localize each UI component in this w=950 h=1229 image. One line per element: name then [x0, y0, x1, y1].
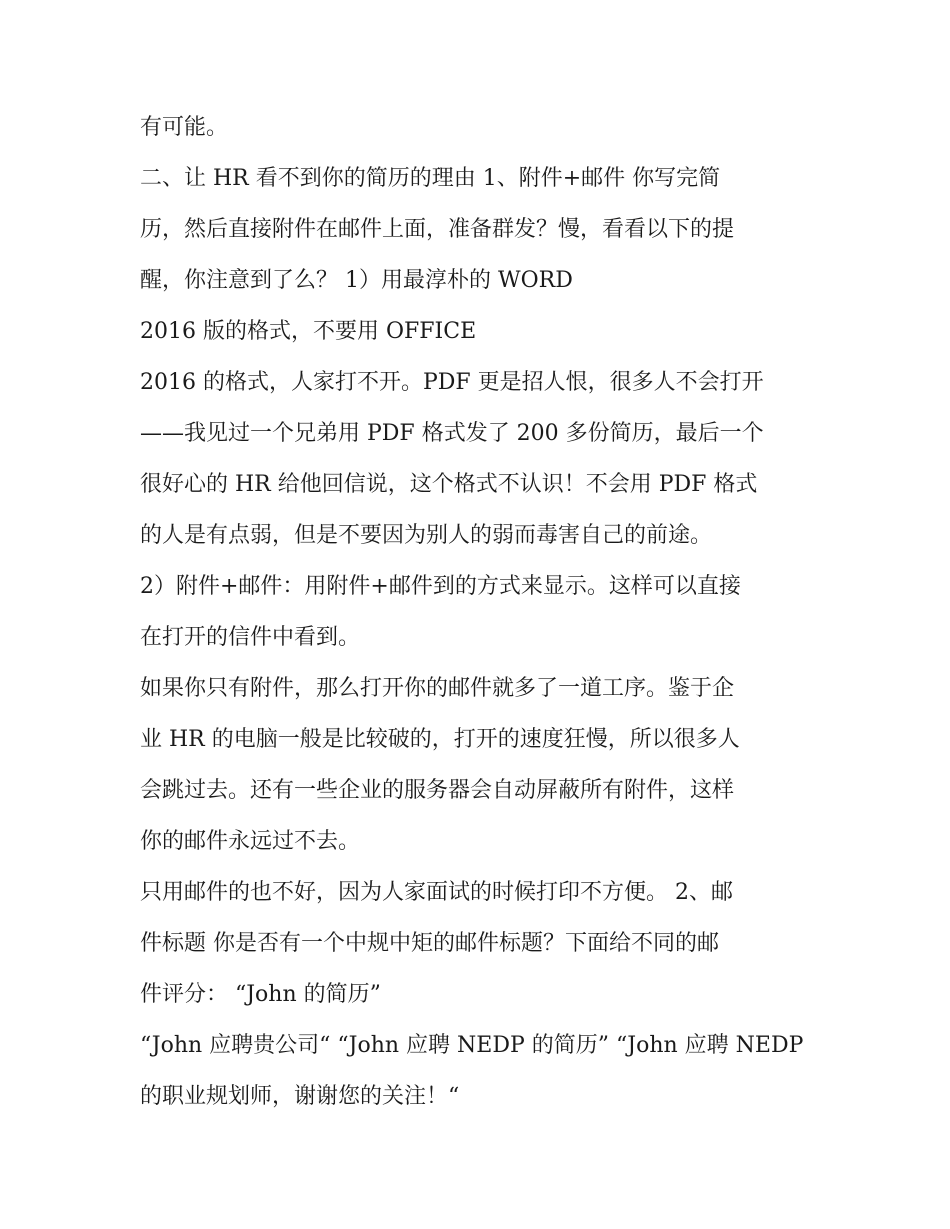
text-line: 2016 版的格式，不要用 OFFICE — [140, 319, 477, 344]
text-line: 的职业规划师，谢谢您的关注！“ — [140, 1084, 460, 1109]
text-line: 只用邮件的也不好，因为人家面试的时候打印不方便。 2、邮 — [140, 880, 733, 905]
text-line: 的人是有点弱，但是不要因为别人的弱而毒害自己的前途。 — [140, 523, 713, 548]
text-line: 你的邮件永远过不去。 — [140, 829, 361, 854]
text-line: 件评分： “John 的简历” — [140, 982, 381, 1007]
text-line: ——我见过一个兄弟用 PDF 格式发了 200 多份简历，最后一个 — [140, 421, 764, 446]
text-line: 很好心的 HR 给他回信说，这个格式不认识！不会用 PDF 格式 — [140, 472, 758, 497]
text-line: 醒，你注意到了么？ 1）用最淳朴的 WORD — [140, 268, 573, 293]
text-line: 二、让 HR 看不到你的简历的理由 1、附件+邮件 你写完简 — [140, 166, 721, 191]
text-line: 历，然后直接附件在邮件上面，准备群发？慢，看看以下的提 — [140, 217, 735, 242]
text-line: 如果你只有附件，那么打开你的邮件就多了一道工序。鉴于企 — [140, 676, 735, 701]
text-line: 有可能。 — [140, 115, 229, 140]
text-line: 件标题 你是否有一个中规中矩的邮件标题？下面给不同的邮 — [140, 931, 719, 956]
text-line: 2016 的格式，人家打不开。PDF 更是招人恨，很多人不会打开 — [140, 370, 764, 395]
text-line: 业 HR 的电脑一般是比较破的，打开的速度狂慢，所以很多人 — [140, 727, 740, 752]
text-line: 会跳过去。还有一些企业的服务器会自动屏蔽所有附件，这样 — [140, 778, 735, 803]
text-line: 在打开的信件中看到。 — [140, 625, 361, 650]
text-line: “John 应聘贵公司“ “John 应聘 NEDP 的简历” “John 应聘 NEDP — [140, 1033, 804, 1058]
text-line: 2）附件+邮件：用附件+邮件到的方式来显示。这样可以直接 — [140, 574, 741, 599]
